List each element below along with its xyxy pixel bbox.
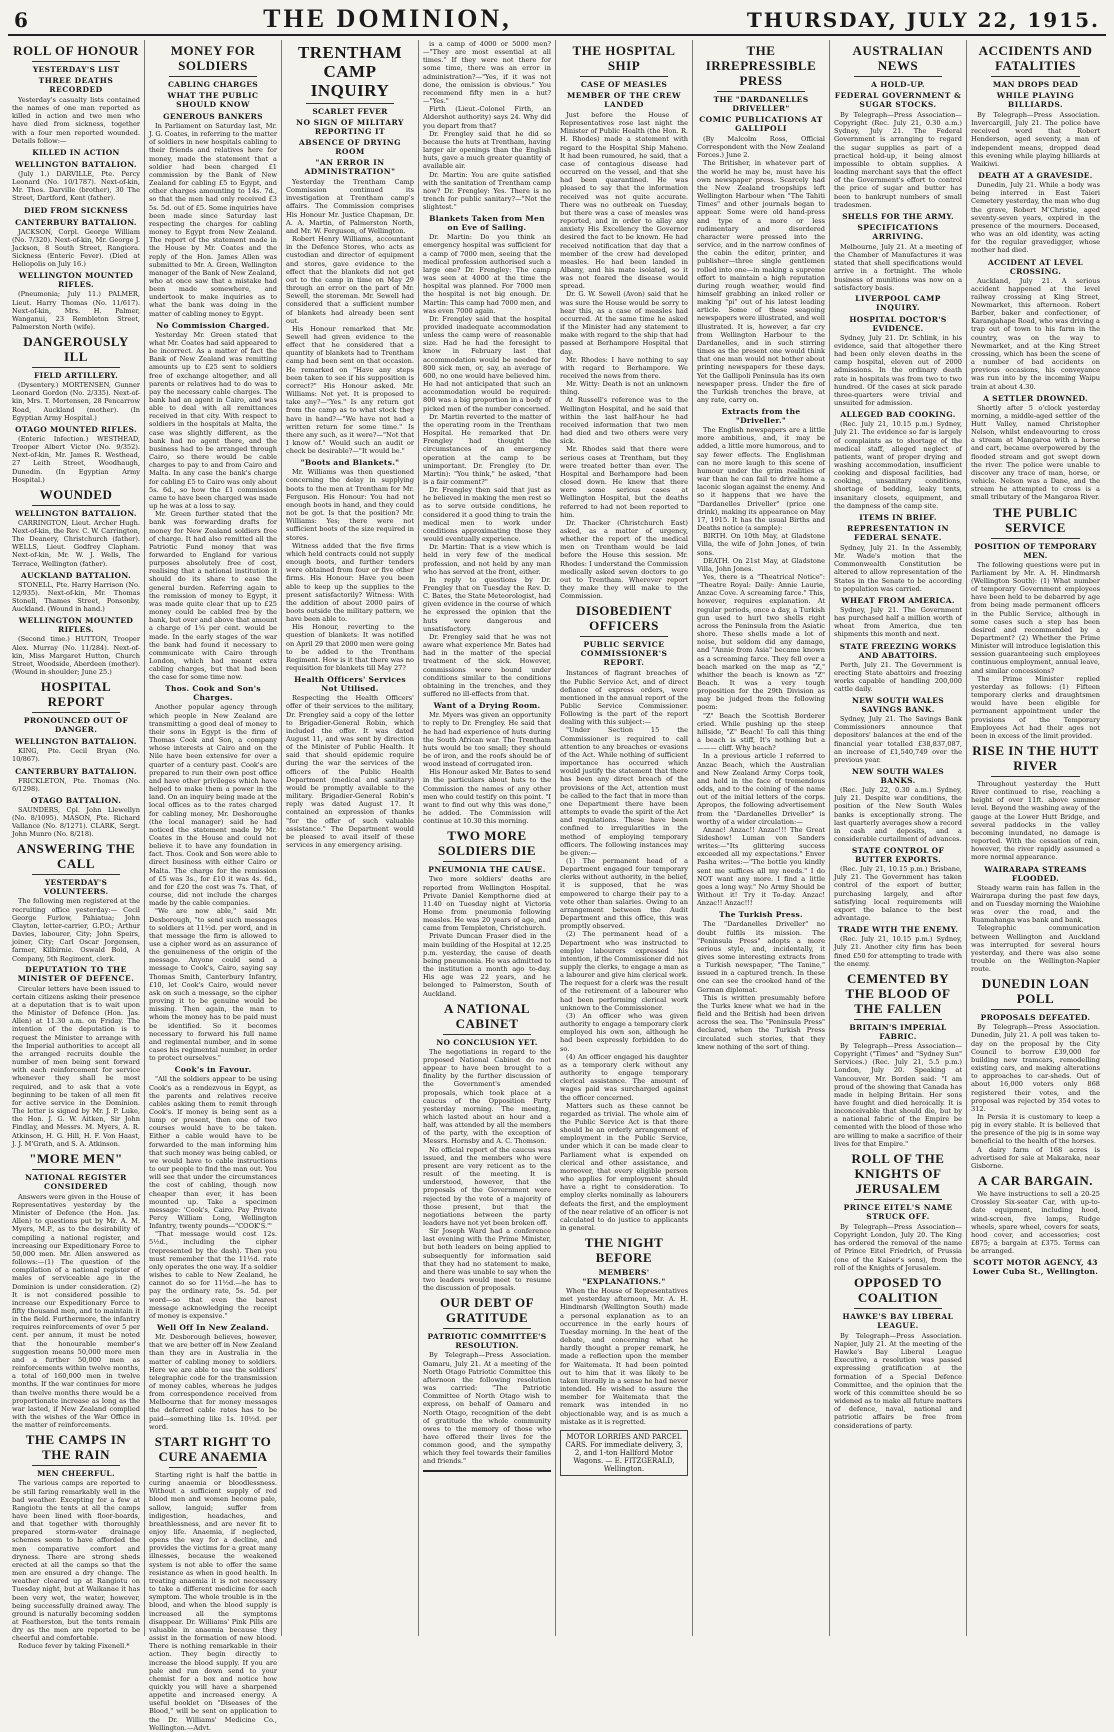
article-headline: THE PUBLIC SERVICE bbox=[993, 504, 1078, 535]
article-paragraph: By Telegraph—Press Association. Oamaru, July 21. At a meeting of the North Otago Patriotic Committee this afternoon the following resolution was carried: "The Patriotic Committee of North Otago wish to express, on behalf of Oamaru and North Otago, recognition of the debt of gratitude the whole community owes to the memory of those who have offered their lives for the common good, and the sympathy which they feel towards their families and friends." bbox=[423, 1351, 551, 1466]
article-headline: TRENTHAM CAMP INQUIRY bbox=[297, 43, 403, 100]
masthead bbox=[8, 4, 1106, 36]
article-paragraph: Dr. Martin: You are quite satisfied with the sanitation of Trentham camp now? Dr. Frengley: Yes. There is no trench for public sanitary?—"Not the slightest." bbox=[423, 170, 551, 212]
headline-rule bbox=[32, 1169, 120, 1170]
article-paragraph: Mr. Green further stated that the bank was forwarding drafts for money for New Zealand soldiers free of charge. It had also remitted all the Patriotic Fund money that was forwarded to England for various purposes absolutely free of cost, realising that a national institution it should do its share to ease the general burden. Referring again to the remission of money to Egypt, it was made quite clear that up to £25 money could be cabled free by the bank, but over and above that amount a charge of 1¼ per cent. would be made. In the early stages of the war the bank had found it necessary to communicate with Cairo through London, which had meant extra cabling charges, but that had been the case for some time now. bbox=[149, 510, 277, 682]
column-7 bbox=[830, 40, 967, 1636]
article-paragraph: "All the soldiers appear to be using Cook's as a rendezvous in Egypt, as the parents and relatives receive cables asking them to remit through Cook's. If money is being sent as a lump or present, then one of two courses would have to be taken. Either a cable would have to be forwarded to the man informing him that such money was being cabled, or we would have to cable instructions to our people to find the man out. You will see that under the circumstances the cost of cabling, though now cheaper than ever, it has been mounted up. Take a specimen message: 'Cook's, Cairo. Pay Private Percy William Long, Wellington Infantry, twenty pounds—"COOK'S."' bbox=[149, 1075, 277, 1231]
headline-rule bbox=[717, 91, 805, 92]
article-paragraph: Respecting the Health Officers' offer of their services to the military, Dr. Frengley said a copy of the letter to Brigadier-General Robin, which included the offer. It was dated August 11, and was sent by direction of the Minister of Public Health. It said that should epidemic require during the war the services of the officers of the Public Health Department (medical and sanitary) would be promptly available to the military. Brigadier-General Robin's reply was dated August 17. It contained an expression of thanks "for the offer of such valuable assistance." The Department would be pleased to avail itself of these services in any emergency arising. bbox=[286, 694, 414, 850]
section-heading: BRITAIN'S IMPERIAL FABRIC. bbox=[849, 1022, 947, 1041]
article-paragraph: (2) The permanent head of a Department who was instructed to employ labourers expressed his intention, if the Commissioner did not supply the clerks, to engage a man as a labourer and give him clerical work. The request for a clerk was the result of the retirement of a labourer who had been performing clerical work unknown to the Commissioner. bbox=[560, 930, 688, 1012]
article-paragraph: "We are now able," said Mr. Desborough, "to send such messages to soldiers at 11½d. per word, and in that message the firm is allowed to use a cipher word as an assurance of the genuineness of the origin of the message. Anyone could send a message to Cook's, Cairo, saying say Thomas Smith, Canterbury Infantry, £10, let Cook's Cairo, would never ask on such a message, so the cipher proving it to be genuine would be missing. Then again, the man to whom the money has to be paid must be identified. So it becomes necessary to forward his full name and regimental number, and in some cases his regimental number, in order to protect ourselves." bbox=[149, 907, 277, 1063]
car-bargain-text: We have instructions to sell a 20-25 Crossley Six-seater Car, with up-to-date equipment, including hood, wind-screen, five lamps, Rudge wheels, spare wheel, covers for seats, hood cover, and accessories; cost £875; a bargain at £375. Terms can be arranged. bbox=[971, 1190, 1100, 1256]
article-paragraph: Reduce fever by taking Fixenell.* bbox=[18, 1642, 130, 1651]
article-paragraph: Two more soldiers' deaths are reported from Wellington Hospital. Private Daniel Kempthorne died at 11.40 on Tuesday night at Victoria Home from pneumonia following measles. He was 20 years of age, and came from Templeton, Christchurch. bbox=[423, 875, 551, 933]
headline-rule bbox=[991, 776, 1080, 777]
article-paragraph: By Telegraph—Press Association—Copyright ("Times" and "Sydney Sun" Services.) (Rec. July 21, 5.5 p.m.) London, July 20. Speaking at Vancouver, Mr. Borden said: "I am proud of the showing that Canada has made in helping Britain. Her sons have fought and died heroically. It is inconceivable that should die, but by a national fabric of the Empire be cemented with the blood of those who are willing to make a sacrifice of their lives for that Empire." bbox=[834, 1041, 962, 1148]
article-paragraph: JACKSON, Corpl. George William (No. 7/320). Next-of-kin, Mr. George J. Jackson, 8 South Street, Rangiora. Sickness (Enteric Fever). (Died at Heliopolis on July 16.) bbox=[12, 227, 140, 269]
section-heading: CANTERBURY BATTALION. bbox=[15, 217, 137, 227]
article-paragraph: Mr. Williams was then questioned concerning the delay in supplying boots to the men at Trentham for Mr. Ferguson. His Honour: You had not enough boots in hand, and they could not be got. Is that the position? Mr. Williams: Yes; there were not sufficient boots of the size required in stores. bbox=[286, 468, 414, 542]
article-paragraph: By Telegraph—Press Association. Invercargill, July 21. The police have received word that Robert Henderson, aged seventy, a man of independent means, dropped dead this evening while playing billiards at Waikiwi. bbox=[971, 111, 1100, 168]
article-paragraph: (Dysentery.) MORTENSEN, Gunner Leonard Gordon (No. 2/335). Next-of-kin, Mrs. T. Mortensen, 28 Pencarrow Road, Auckland (mother). (In Egyptian Army Hospital.) bbox=[12, 381, 140, 422]
section-heading: Well Off In New Zealand. bbox=[156, 1323, 270, 1333]
article-paragraph: By Telegraph—Press Association. Napier, July 21. At the meeting of the Hawke's Bay Liberal League Executive, a resolution was passed expressing gratification at the formation of a Special Defence Committee, and the opinion that the work of this committee should be so widened as to make all future matters of defence, naval, national and patriotic affairs be free from considerations of party. bbox=[834, 1331, 962, 1430]
article-headline: ACCIDENTS AND FATALITIES bbox=[978, 43, 1093, 73]
column-5 bbox=[556, 40, 693, 1636]
headline-rule bbox=[991, 76, 1080, 77]
article-paragraph: By Telegraph—Press Association—Copyright (Rec. July 21, 0.30 a.m.) Sydney, July 21. The Federal Government is arranging to regard the sugar supplies as part of a practical hold-up, it being almost impossible to obtain supplies. A leading merchant says that the effect of the Government's effort to control the price of sugar and butter has been to bankrupt numbers of small tradesmen. bbox=[834, 111, 962, 209]
article-subheadline: THREE DEATHS RECORDED bbox=[38, 76, 114, 94]
article-paragraph: Dunedin, July 21. While a body was being interred in East Taieri Cemetery yesterday, the man who dug the grave, Robert M'Christie, aged seventy-seven years, expired in the presence of the mourners. Deceased, who was an old identity, was acting for the regular gravedigger, whose mother had died. bbox=[971, 181, 1100, 255]
article-headline: WOUNDED bbox=[39, 486, 113, 502]
section-heading: DEATH AT A GRAVESIDE. bbox=[978, 171, 1093, 181]
article-headline: AUSTRALIAN NEWS bbox=[852, 43, 944, 73]
section-heading: YESTERDAY'S VOLUNTEERS. bbox=[43, 878, 109, 897]
article-headline: ANSWERING THE CALL bbox=[16, 841, 136, 872]
article-subheadline: PRINCE EITEL'S NAME STRUCK OFF. bbox=[843, 1202, 953, 1221]
article-paragraph: Yes, there is a "Theatrical Notice": "Theatre Royal: Daily: Annie Laurie, Anzac Cove. A screaming farce." This, however, requires explanation. At regular periods, once a day, a Turkish gun used to hurl two shells right across the Peninsula from the Asiatic shore. These shells made a lot of noise, but seldom did any damage, and "Annie from Asia" became known as a screaming farce. They fell over a beach marked on the map as "Z," whither the beach is known as "Z" Beach. It was a very tough proposition for the 29th Division as may be judged from the following poem: bbox=[697, 572, 825, 712]
article-paragraph: (4) An officer engaged his daughter as a temporary clerk without any authority to engage temporary clerical assistance. The amount of wages paid was surcharged against the officer concerned. bbox=[560, 1052, 688, 1102]
article-paragraph: Sydney, July 21. The Savings Bank Commissioners announce that depositors' balances at the end of the financial year totalled £38,837,087, an increase of £1,540,749 over the previous year. bbox=[834, 715, 962, 764]
article-paragraph: (Rec. July 21, 10.15 p.m.) Brisbane, July 21. The Government has taken control of the export of butter, purchasing largely, and after satisfying local requirements will export the balance to the best advantage. bbox=[834, 865, 962, 923]
section-heading: A HOLD-UP. bbox=[871, 80, 925, 89]
headline-rule bbox=[32, 367, 120, 368]
article-subheadline: HAWKE'S BAY LIBERAL LEAGUE. bbox=[842, 1311, 954, 1330]
article-paragraph: Mr. Myers was given an opportunity to reply to Dr. Frengley. He said that he had had experience of huts during the South African war. The Trentham huts would be too small; they should be of iron, and the roofs should be of wood instead of corrugated iron. bbox=[423, 711, 551, 769]
section-heading: WAIRARAPA STREAMS FLOODED. bbox=[984, 864, 1087, 883]
article-paragraph: (July 1.) DARVILLE, Pte. Percy Leonard (No. 10/1787). Next-of-kin, Mr. Thos. Darville (brother), 30 The Street, Dartford, Kent (father). bbox=[12, 169, 140, 203]
article-subheadline: DEPUTATION TO THE MINISTER OF DEFENCE. bbox=[17, 964, 135, 983]
section-heading: The Turkish Press. bbox=[719, 910, 803, 920]
headline-rule bbox=[32, 505, 120, 506]
article-paragraph: (By Malcolm Ross, Official Correspondent with the New Zealand Forces.) June 2. bbox=[697, 135, 825, 160]
section-heading: MAN DROPS DEAD bbox=[992, 80, 1079, 89]
section-heading: TRADE WITH THE ENEMY. bbox=[837, 925, 959, 935]
article-headline: OUR DEBT OF GRATITUDE bbox=[439, 1295, 535, 1326]
article-paragraph: His Honour remarked that Mr. Sewell had given evidence to the effect that he considered that a quantity of blankets had to Trentham camp had been sent on that occasion. He remarked on "Have any steps been taken to see if his supposition is correct?" His Honour asked. Mr. Williams: Not yet. It is proposed to take any?—"Yes." Is any return got from the camp as to what stock they have in hand?—"We have not had a written return for some time." Is there any such, as it were?—"Not that I know of." Would such an audit or check be desirable?—"It would be." bbox=[286, 324, 414, 456]
night-before-subheadline: MEMBERS' "EXPLANATIONS." bbox=[582, 1268, 666, 1287]
section-heading: A SETTLER DROWNED. bbox=[983, 393, 1088, 403]
headline-rule bbox=[32, 712, 120, 713]
headline-rule bbox=[443, 861, 531, 862]
car-bargain-signature: SCOTT MOTOR AGENCY, 43 Lower Cuba St., Wellington. bbox=[972, 1258, 1099, 1277]
article-paragraph: "That message would cost 12s. 5½d., including the cipher (represented by the dash). Then you must remember that the 11½d. rate only operates the one way. If a soldier wishes to cable to New Zealand, he cannot do so for 11½d.—he has to pay the ordinary rate, 5s. 5d. per word—so that even the barest message acknowledging the receipt of money is expensive." bbox=[149, 1230, 277, 1320]
article-subheadline: FEDERAL GOVERNMENT & SUGAR STOCKS. bbox=[834, 91, 962, 109]
column-2 bbox=[145, 40, 282, 1732]
article-subheadline: WHAT THE PUBLIC SHOULD KNOW bbox=[167, 91, 259, 109]
article-paragraph: is a camp of 4000 or 5000 men?—"They are most essential at all times." If they were not there for some time, there was an error in administration?—"Yes, if it was not done, the omission is obvious." You recommend fifty men in a hut?—"Yes." bbox=[423, 40, 551, 106]
article-paragraph: Sydney, July 21. In the Assembly, Mr. Wade's motion that the Commonwealth Constitution be altered to allow representation of the States in the Senate to be according to population was carried. bbox=[834, 543, 962, 593]
article-headline: OPPOSED TO COALITION bbox=[854, 1274, 942, 1305]
article-paragraph: Just before the House of Representatives rose last night the Minister of Public Health (the Hon. R. H. Rhodes) made a statement with regard to the Hospital Ship Maheno. It had been rumoured, he said, that a case of contagious disease had occurred on the vessel, and that she had been quarantined. He was pleased to say that the information received was not quite accurate. There was no outbreak on Tuesday, but there was a case of measles was reported, and in order to allay any anxiety His Excellency the Governor desired the fact to be known. He had received notification that day that a member of the crew had developed measles. He had been landed in Albany, and his mate isolated, so it was not feared the disease would spread. bbox=[560, 111, 688, 291]
section-heading: CANTERBURY BATTALION. bbox=[15, 766, 137, 776]
article-paragraph: Auckland, July 21. A serious accident happened at the level railway crossing at King Street, Newmarket, this afternoon. Robert Barber, baker and confectioner, of Karangahape Road, who was driving a trap out of town to his farm in the country, was on the way to Newmarket, and at the King Street crossing, which has been the scene of a number of bad accidents on previous occasions, his conveyance was run into by the incoming Waipu train at about 4.30. bbox=[971, 276, 1100, 391]
article-paragraph: His Honour, reverting to the question of blankets: It was notified on April 29 that 2000 men were going to be added to the Trentham Regiment. How is it that there was no requisition for blankets till May 27? bbox=[286, 623, 414, 673]
article-headline: "MORE MEN" bbox=[29, 1150, 123, 1166]
article-paragraph: Mr. Witty: Death is not an unknown thing. bbox=[560, 380, 688, 397]
article-subheadline: PUBLIC SERVICE COMMISSIONER'S REPORT. bbox=[580, 640, 668, 668]
article-subheadline: "AN ERROR IN ADMINISTRATION" bbox=[304, 158, 396, 176]
article-paragraph: BIRTH. On 10th May, at Gladstone Villa, the wife of John Jones, of twin sons. bbox=[697, 532, 825, 557]
section-heading: Extracts from the "Driveller." bbox=[721, 407, 801, 426]
headline-rule bbox=[32, 1465, 120, 1466]
article-paragraph: Dr. Frengley said that he was not aware what experience Mr. Bates had had in the matter of the special treatment of the sick. However, commissions were bound under conditions similar to the conditions obtaining in the trenches, and they suffered no ill-effects from that. bbox=[423, 632, 551, 699]
article-paragraph: KING, Pte. Cecil Bryan (No. 10/867). bbox=[12, 747, 140, 764]
article-paragraph: Starting right is half the battle in curing anaemia or bloodlessness. Without a sufficient supply of red blood men and women become pale, sallow, languid; suffer from indigestion, headaches, and breathlessness, and are never fit to enjoy life. Anaemia, if neglected, opens the way for a decline, and provides the victims for a great many illnesses, because the weakened system is not able to offer the same resistance as when in good health. In treating anaemia it is not necessary to take a different medicine for each symptom. The whole trouble is in the blood, and when the blood supply is increased all the symptoms disappear. Dr. Williams' Pink Pills are valuable in anaemia because they assist in the formation of new blood. There is nothing remarkable in their action. They begin directly to increase the blood supply. If you are pale and run down send to your chemist for a box and notice how quickly you will have a sharpened appetite and increased energy. A useful booklet on "Diseases of the Blood," will be sent on application to the Dr. Williams' Medicine Co., Wellington.—Advt. bbox=[149, 1470, 277, 1732]
headline-rule bbox=[32, 61, 120, 62]
column-grid bbox=[8, 40, 1106, 1732]
motor-lorries-advert: MOTOR LORRIES AND PARCEL CARS. For immediate delivery, 3, 2, and 1-ton Hallford Motor Wagons. — E. FITZGERALD, Wellington. bbox=[560, 1430, 688, 1476]
article-headline: TWO MORE SOLDIERS DIE bbox=[437, 828, 537, 859]
article-paragraph: Dr. Frengley said that he did so because the huts at Trentham, having larger air openings than the English huts, gave a much greater quantity of available air. bbox=[423, 129, 551, 171]
article-paragraph: Dr. Thacker (Christchurch East) asked, as a matter of urgency, whether the report of the medical men on Trentham would be laid before the House this session. Mr. Rhodes: I understand the Commission medically asked seven doctors to go out to Trentham. Wherever report they make they will make to the Commission. bbox=[560, 518, 688, 601]
article-paragraph: FRICKLETON, Pte. Thomas (No. 6/1298). bbox=[12, 776, 140, 793]
article-paragraph: Yesterday the Trentham Camp Commission continued its investigation at Trentham camp's affairs. The Commission comprises His Honour Mr. Justice Chapman, Dr. A. A. Martin, of Palmerston North, and Mr. W. Ferguson, of Wellington. bbox=[286, 178, 414, 235]
article-paragraph: SAUNDERS, Cpl. John Llewellyn (No. 8/1095). MASON, Pte. Richard Vallance (No. 8/1271). CLARK, Sergt. John Munro (No. 8/218). bbox=[12, 805, 140, 839]
article-headline: START RIGHT TO CURE ANAEMIA bbox=[154, 1433, 272, 1464]
section-heading: OTAGO MOUNTED RIFLES. bbox=[15, 424, 137, 434]
section-heading: GENEROUS BANKERS bbox=[163, 112, 263, 121]
headline-rule bbox=[32, 874, 120, 875]
section-heading: ACCIDENT AT LEVEL CROSSING. bbox=[987, 257, 1084, 276]
night-before-headline: THE NIGHT BEFORE bbox=[584, 1235, 664, 1266]
article-headline: ROLL OF HONOUR bbox=[13, 43, 139, 58]
headline-rule bbox=[991, 538, 1080, 539]
article-paragraph: Sir Joseph Ward had a conference last evening with the Prime Minister, but both leaders on being applied to subsequently for information said that they had no statement to make, and there was unable to say when the two leaders would meet to resume the discussion of proposals. bbox=[423, 1227, 551, 1293]
section-heading: Want of a Drying Room. bbox=[433, 701, 541, 711]
section-heading: SCARLET FEVER bbox=[312, 107, 388, 116]
article-paragraph: (3) An officer who was given authority to engage a temporary clerk employed his own son, although he had been expressly forbidden to do so. bbox=[560, 1011, 688, 1053]
article-paragraph: Yesterday's casualty lists contained the names of one man reported as killed in action and two men who have died from sickness, together with a four men reported wounded. Details follow:— bbox=[12, 96, 140, 145]
article-paragraph: Anzac! Anzac!! Anzac!!! The Great Sideshow! Luman von Sanders writes:—"Its glittering success exceeded all my expectations." Enver Pasha writes:—"The bottle you kindly sent me suffices all my needs." I do NOT want any more. I find a little goes a long way." No Army Should be Without it! Try it To-day. Anzac! Anzac!! Anzac!!! bbox=[697, 825, 825, 908]
column-8 bbox=[967, 40, 1104, 1636]
column-1 bbox=[8, 40, 145, 1651]
article-paragraph: Instances of flagrant breaches of the Public Service Act, and of direct defiance of express orders, were mentioned in the annual report of the Public Service Commissioner. Following is the part of the report dealing with this subject:— bbox=[560, 669, 688, 727]
section-heading: No Commission Charged. bbox=[156, 320, 270, 330]
article-paragraph: Dr. Martin: That is a view which is held in very few of the medical profession, and not held by any man who has served at the front, either. bbox=[423, 543, 551, 576]
section-heading: WELLINGTON BATTALION. bbox=[15, 159, 137, 169]
headline-rule bbox=[854, 76, 942, 77]
headline-rule bbox=[580, 636, 668, 637]
article-paragraph: His Honour asked Mr. Bates to send in the particulars about huts to the Commission the names of any other men who could testify on this point. "I want to find out why this was done," he added. The Commission will continue at 10.30 this morning. bbox=[423, 768, 551, 826]
article-paragraph: "Under Section 15 the Commissioner is required to call attention to any breaches or evasions of the Act. While nothing of sufficient importance has occurred which would justify the statement that there has been any direct breach of the provisions of the Act, attention must be called to the fact that in more than one Department there have been attempts to evade the spirit of the Act and regulations. These have been confined to irregularities in the method of employing temporary officers. The following instances may be given:— bbox=[560, 726, 688, 857]
column-3 bbox=[282, 40, 419, 1636]
article-paragraph: Private Duncan Fraser died in the main building of the Hospital at 12.25 p.m. yesterday, the cause of death being pneumonia. He was admitted to the institution a month ago to-day. His age was 22 years, and he belonged to Palmerston, South of Auckland. bbox=[423, 932, 551, 998]
article-paragraph: The negotiations in regard to the proposed National Cabinet do not appear to have been brought to a finality by the further discussion of the Government's amended proposals, which took place at a caucus of the Opposition Party yesterday morning. The meeting, which lasted about an hour and a half, was attended by all the members of the party, with the exception of Messrs. Hornsby and A. C. Thomson. bbox=[423, 1047, 551, 1146]
article-paragraph: (Rec. July 21, 10.15 p.m.) Sydney, July 21. The evidence so far is largely of complaints as to shortage of the medical staff, alleged neglect of patients, want of proper drying and washing accommodation, insufficient cooking and disposal facilities, bad cooking, unsanitary conditions, shortage of bedding, leaky tents, insanitary closets, equipment, and the dampness of the camp site. bbox=[834, 420, 962, 510]
article-paragraph: In a previous article I referred to Anzac Beach, which the Australian and New Zealand Army Corps took, and held in the face of tremendous odds, and to the coining of the name out of the initial letters of the corps. Apropos, the following advertisement from the "Dardanelles Driveller" is worthy of a wider circulation:— bbox=[697, 752, 825, 826]
article-paragraph: This is written presumably before the Turks knew what we had in the field and the British had been driven across the sea. The "Peninsula Press" declared, when the Turkish Press circulated such stories, that they knew nothing of the sort of thing. bbox=[697, 993, 825, 1051]
section-heading: Blankets Taken from Men on Eve of Sailing. bbox=[429, 214, 545, 233]
article-subheadline: SPECIFICATIONS ARRIVING. bbox=[857, 222, 939, 241]
article-headline: THE HOSPITAL SHIP bbox=[572, 43, 676, 73]
article-paragraph: The English newspapers are a little more ambitious, and, it may be added, a little more humorous, and to say fewer effects. The Englishman can no more laugh to this scene of humour under the grim realities of war than he can fail to drive home a laconic slogan against the enemy. And so it happens that we have the "Dardanelles Driveller" (price one drink), making its appearance on May 17, 1915. It has the usual Births and Deaths notice (a sample): bbox=[697, 426, 825, 533]
section-divider bbox=[423, 1470, 551, 1472]
section-heading: WELLINGTON BATTALION. bbox=[15, 508, 137, 518]
article-paragraph: Dr. Martin reverted to the matter of the operating room in the Trentham Hospital. He remarked that Dr. Frengley had thought the circumstances of an emergency operation at the camp to be unimportant. Dr. Frengley (to Dr. Martin): "You think," he asked, "that is a fair comment?" bbox=[423, 412, 551, 486]
issue-date: THURSDAY, JULY 22, 1915. bbox=[746, 8, 1100, 32]
article-paragraph: Sydney, July 21. The Government has purchased half a million worth of wheat from America, due ten shipments this month and next. bbox=[834, 605, 962, 639]
article-paragraph: Telegraphic communication between Wellington and Auckland was interrupted for several hours yesterday, and there was also some trouble on the Wellington-Napier route. bbox=[971, 924, 1100, 974]
article-subheadline: REPRESENTATION IN FEDERAL SENATE. bbox=[846, 523, 950, 542]
headline-rule bbox=[443, 1328, 531, 1329]
article-paragraph: Dr. G. W. Sewell (Avon) said that he was sure the House would be sorry to hear this, as a case of measles had occurred. At the same time he asked if the Minister had any statement to make with regard to the ship that had passed at Berhampore Hospital that day. bbox=[560, 290, 688, 356]
article-paragraph: The "Dardanelles Driveller" no doubt fulfils its mission. The "Peninsula Press" adopts a more serious style, and, incidentally, it gives some interesting extracts from a Turkish newspaper, "The Tanine," issued in a captured trench. In these one can see the crooked hand of the German diplomat. bbox=[697, 920, 825, 994]
article-headline: ROLL OF THE KNIGHTS OF JERUSALEM bbox=[851, 1150, 945, 1196]
article-subheadline: NATIONAL REGISTER CONSIDERED bbox=[25, 1172, 127, 1191]
section-heading: POSITION OF TEMPORARY MEN. bbox=[974, 541, 1097, 560]
article-paragraph: Shortly after 5 o'clock yesterday morning, a middle-aged settler of the Hutt Valley, named Christopher Nelson, whilst endeavouring to cross a stream at Mangaroa with a horse and cart, became overpowered by the flooded stream and got swept down the river. The police were unable to discover any trace of man, horse, or vehicle. Nelson was a Dane, and the stream he attempted to cross is a small tributary of the Mangaroa River. bbox=[971, 403, 1100, 502]
article-paragraph: The following questions were put in Parliament by Mr. A. H. Hindmarsh (Wellington South): (1) What number of temporary Government employees have been held to be debarred by age from being made permanent officers in the Public Service, although in some cases such a step has been desired and recommended by a Department? (2) Whether the Prime Minister will introduce legislation this session guaranteeing such employees continuous employment, annual leave, and similar concessions? bbox=[971, 560, 1100, 675]
headline-rule bbox=[169, 1467, 257, 1468]
article-paragraph: Sydney, July 21. Dr. Schlink, in his evidence, said that altogether there had been only eleven deaths in the camp hospital, eleven out of 2000 admissions. In the ordinary death rate in hospitals was from two to two hundred. Of the cases at sick parade three-quarters were trivial and unsuited for admission. bbox=[834, 333, 962, 408]
page-number: 6 bbox=[14, 8, 28, 32]
article-paragraph: By Telegraph—Press Association—Copyright London, July 20. The King has ordered the removal of the name of Prince Eitel Friedrich, of Prussia (one of the Kaiser's sons), from the roll of the Knights of Jerusalem. bbox=[834, 1222, 962, 1272]
section-heading: PROPOSALS DEFEATED. bbox=[980, 1013, 1091, 1023]
article-paragraph: Matters such as these cannot be regarded as trivial. The whole aim of the Public Service Act is that there should be an orderly arrangement of employment in the Public Service, under which it can be made clear to Parliament what is expended on clerical and other assistance, and moreover, that every eligible person who applies for employment should have a right to consideration. To employ clerks nominally as labourers defeats the first, and the employment of the near relative of an officer is not calculated to do justice to applicants in general. bbox=[560, 1101, 688, 1232]
article-paragraph: Witness added that the five firms which held contracts could not supply enough boots, and further tenders were obtained from four or five other firms. His Honour: Have you been able to keep up the supplies to the present satisfactorily? Witness: With the addition of about 2000 pairs of boots outside the military pattern, we have been able to. bbox=[286, 541, 414, 624]
article-paragraph: Throughout yesterday the Hutt River continued to rise, reaching a height of over 11ft. above summer level. Beyond the washing away of the gauge at the Lower Hutt Bridge, and several paddocks in the valley becoming inundated, no damage is reported. With the cessation of rain, however, the river rapidly assumed a more normal appearance. bbox=[971, 780, 1100, 862]
article-headline: HOSPITAL REPORT bbox=[40, 679, 112, 710]
article-headline: A NATIONAL CABINET bbox=[443, 1000, 531, 1031]
article-headline: DANGEROUSLY ILL bbox=[23, 334, 129, 365]
article-paragraph: Another popular agency through which people in New Zealand are transmitting a good deal of money to their sons in Egypt is the firm of Thomas Cook and Son, a company whose interests at Cairo and on the Nile have been extensive for over a quarter of a century past. Cook's are prepared to run their own post office and have other privileges which have helped to make them a power in the land. On an inquiry being made at the local offices as to the rates charged for cabling money, Mr. Deshoroughe (the local manager) said he had noticed the statement made by Mr. Coates in the House and could not believe it to have any foundation in fact. Thos. Cook and Son were able to direct business with either Cairo or Malta. The charge for the remission of £5 was 3s., for £10 it was 4s. 6d., and for £20 the cost was 7s. That, of course, did not include the charges made by the cable companies. bbox=[149, 703, 277, 908]
section-heading: "Boots and Blankets." bbox=[300, 458, 400, 468]
headline-rule bbox=[443, 1034, 531, 1035]
article-paragraph: (Rec. July 22, 0.30 a.m.) Sydney, July 21. Despite war conditions, the position of the New South Wales banks is exceptionally strong. The last quarterly averages show a record in cash and deposits, and a considerable curtailment of advances. bbox=[834, 786, 962, 843]
article-paragraph: (Enteric Infection.) WESTHEAD, Trooper Albert Victor (No. 9/352). Next-of-kin, Mr. James R. Westhead, 27 Leith Street, Woodhaugh, Dunedin. (In Egyptian Army Hospital.) bbox=[12, 434, 140, 484]
article-paragraph: Robert Henry Williams, accountant in the Defence Stores, who acts as custodian and director of equipment and stores, gave evidence to the effect that the blankets did not get out to the camp in time on May 29 through an error on the part of Mr. Sewell, the storeman. Mr. Sewell had considered that a sufficient number of blankets had already been sent out. bbox=[286, 235, 414, 325]
headline-rule bbox=[580, 76, 668, 77]
headline-rule bbox=[854, 1308, 942, 1309]
article-paragraph: A dairy farm of 168 acres is advertised for sale at Makaraka, near Gisborne. bbox=[971, 1145, 1100, 1170]
article-headline: RISE IN THE HUTT RIVER bbox=[972, 743, 1099, 773]
article-paragraph: Steady warm rain has fallen in the Wairarapa during the past few days, and on Tuesday morning the Waiohine was over the road, and the Ruamahanga was bank and bank. bbox=[971, 883, 1100, 925]
article-paragraph: The following men registered at the recruiting office yesterday:— Cecil George Furlow, Pahiatua; John Clayton, letter-carrier, G.P.O.; Arthur Davies, labourer, City; John Speirs, joiner, City; Carl Oscar Jorgensen, farmer, Kilbirnie. Oswald Bold, A Company, 5th Regiment, clerk. bbox=[12, 897, 140, 963]
section-heading: NO CONCLUSION YET. bbox=[436, 1037, 538, 1047]
section-heading: PRONOUNCED OUT OF DANGER. bbox=[23, 716, 129, 735]
section-heading: AUCKLAND BATTALION. bbox=[21, 570, 131, 580]
column-4 bbox=[419, 40, 556, 1636]
article-paragraph: Firth (Lieut.-Colonel Firth, an Aldershot authority) says 24. Why did you depart from that? bbox=[423, 105, 551, 130]
section-heading: NEW SOUTH WALES BANKS. bbox=[851, 767, 945, 786]
section-heading: KILLED IN ACTION bbox=[32, 147, 120, 157]
section-heading: SHELLS FOR THE ARMY. bbox=[842, 211, 954, 221]
section-heading: OTAGO BATTALION. bbox=[30, 795, 122, 805]
section-heading: STATE FREEZING WORKS AND ABATTOIRS. bbox=[839, 641, 957, 660]
headline-rule bbox=[306, 103, 394, 104]
section-heading: NEW SOUTH WALES SAVINGS BANK. bbox=[851, 696, 945, 715]
section-heading: WELLINGTON MOUNTED RIFLES. bbox=[18, 616, 134, 635]
article-paragraph: Melbourne, July 21. At a meeting of the Chamber of Manufactures it was stated that shell specifications would arrive in a fortnight. The whole business of munitions was now on a satisfactory basis. bbox=[834, 242, 962, 292]
article-paragraph: "Z" Beach the Scottish Borderer cried. While pushing up the steep hillside, "Z" Beach! To call this thing a beach is stiff, It's nothing but a ——— cliff. Why beach? bbox=[697, 711, 825, 753]
article-paragraph: No official report of the caucus was issued, and the members who were present are very reticent as to the result of the meeting. It is understood, however, that the proposals of the Government were rejected by the vote of a majority of those present, but that the negotiations between the party leaders have not yet been broken off. bbox=[423, 1145, 551, 1227]
article-paragraph: In Persia it is customary to keep a pig in every stable. It is believed that the presence of the pig is in some way beneficial to the health of the horses. bbox=[971, 1113, 1100, 1146]
newspaper-name: THE DOMINION, bbox=[263, 4, 512, 33]
headline-rule bbox=[991, 1009, 1080, 1010]
article-paragraph: DEATH. On 21st May, at Gladstone Villa, John Jones. bbox=[697, 556, 825, 573]
section-heading: Health Officers' Services Not Utilised. bbox=[294, 675, 406, 694]
article-paragraph: (1) The permanent head of a Department engaged four temporary clerks without authority, in the belief, it is supposed, that he was empowered to charge their pay to a vote other than salaries. Owing to an arrangement between the Audit Department and this office, this was promptly observed. bbox=[560, 856, 688, 931]
article-subheadline: MEMBER OF THE CREW LANDED bbox=[566, 91, 682, 109]
article-paragraph: At Russell's reference was to the Wellington Hospital, and he said that within the last half-hour he had received information that two men had died and two others were very sick. bbox=[560, 396, 688, 446]
section-heading: Cook's in Favour. bbox=[174, 1065, 252, 1075]
article-subheadline: NO SIGN OF MILITARY REPORTING IT bbox=[296, 118, 404, 136]
section-heading: WHEAT FROM AMERICA. bbox=[841, 595, 955, 605]
article-paragraph: Dr. Martin: Do you think an emergency hospital was sufficient for a camp of 7000 men, seeing that the medical profession authorised such a large one? Dr. Frengley: The camp was seen at 4000 at the time the hospital was planned. For 7000 men the hospital is not big enough. Dr. Martin: This camp had 7000 men, and was even 7000 again. bbox=[423, 233, 551, 315]
section-heading: HOSPITAL DOCTOR'S EVIDENCE. bbox=[849, 314, 947, 333]
headline-rule bbox=[854, 1199, 942, 1200]
article-headline: THE CAMPS IN THE RAIN bbox=[25, 1432, 127, 1463]
section-heading: DIED FROM SICKNESS bbox=[24, 205, 128, 215]
car-bargain-headline: A CAR BARGAIN. bbox=[978, 1173, 1093, 1189]
article-paragraph: In Parliament on Saturday last, Mr. J. G. Coates, in referring to the matter of soldiers in new hospitals cabling to their friends and relatives here for money, made the statement that a soldier had been charged £1 commission by the Bank of New Zealand for cabling £5 to Egypt, and other charges amounting to 14s. 7d., so that the men had only received £3 5s. 5d. out of £5. Some inquiries have been made since Saturday last respecting the charges for cabling money to Egypt from New Zealand. The report of the statement made in the House by Mr. Coates and the reply of the Hon. James Allen was submitted to Mr. A. Green, Wellington manager of the Bank of New Zealand, who at once saw that a mistake had been made somewhere, and undertook to make inquiries as to what the bank was doing in the matter of cabling money to Egypt. bbox=[149, 122, 277, 318]
section-heading: CASE OF MEASLES bbox=[580, 80, 668, 89]
article-paragraph: Mr. Rhodes said that there were serious cases at Trentham, but they were treated better than ever. The Hospital and Berhampore had been closed down. He knew that there were some serious cases at Wellington Hospital, but the deaths referred to had not been reported to him. bbox=[560, 445, 688, 519]
article-paragraph: (Pneumonia; July 11.) PALMER, Lieut. Harry Thomas (No. 11/617). Next-of-kin, Mrs. H. Palmer, Wanganui, 23 Rembleton Street, Palmerston North (wife). bbox=[12, 290, 140, 331]
section-heading: Thos. Cook and Son's Charges. bbox=[165, 684, 261, 703]
article-headline: DISOBEDIENT OFFICERS bbox=[576, 603, 672, 634]
headline-rule bbox=[854, 1019, 942, 1020]
article-headline: DUNEDIN LOAN POLL bbox=[981, 976, 1090, 1007]
section-heading: YESTERDAY'S LIST bbox=[32, 65, 120, 74]
night-before-text: When the House of Representatives met yesterday afternoon, Mr. A. H. Hindmarsh (Wellington South) made a personal explanation as to an occurrence in the early hours of Tuesday morning. In the heat of the debate, and concerning what he hardly thought a proper remark, he made a reflection upon the member for Waitemata. It had been pointed out to him that it was likely to be taken literally in a sense he had never intended. He wished to assure the member for Waitemata that the remark was intended in no objectionable way, and is as much a mistake as it is regretted. bbox=[560, 1287, 688, 1426]
column-6 bbox=[693, 40, 830, 1636]
section-heading: WELLINGTON MOUNTED RIFLES. bbox=[18, 271, 134, 290]
article-paragraph: Dr. Frengley then said that just as he believed in making the men rest so as to serve outside conditions, he considered it a good thing to train the medical men to work under conditions approximating those they would eventually experience. bbox=[423, 486, 551, 544]
section-heading: STATE CONTROL OF BUTTER EXPORTS. bbox=[851, 846, 945, 865]
section-heading: ALLEGED BAD COOKING. bbox=[840, 410, 956, 420]
article-headline: MONEY FOR SOLDIERS bbox=[170, 43, 256, 73]
article-paragraph: CARRINGTON, Lieut. Archer Hugh. Next-of-kin, the Rev. C. W. Carrington, The Deanery, Christchurch (father). WELLS, Lieut. Godfrey Clapham. Next-of-kin, Mr. W. J. Wells, The Terrace, Wellington (father). bbox=[12, 518, 140, 568]
article-paragraph: Yesterday Mr. Green stated that what Mr. Coates had said appeared to be incorrect. As a matter of fact the Bank of New Zealand was remitting amounts up to £25 sent to soldiers free of exchange altogether, and all parents or relatives had to do was to pay the necessary cable charges. The bank had an agent in Cairo, and was able to deal with all remittances received in that city. With respect to soldiers in the hospitals at Malta, the case was slightly different, as the bank had no agent there, and the business had to be arranged through Cairo, so there would be cable charges to pay to and from Cairo and Malta. In any case the bank's charge for cabling £5 to Cairo was only about 5s. 6d., so how the £1 commission came to have been charged was made up he was at a loss to say. bbox=[149, 330, 278, 511]
article-paragraph: Circular letters have been issued to certain citizens asking their presence at a deputation that is to wait upon the Minister of Defence (Hon. Jas. Allen) at 11.30 a.m. on Friday. The intention of the deputation is to request the Minister to arrange with the Imperial authorities to accept all the arranged recruits double the number of men being sent forward with each reinforcement for service whenever they shall be most required, and to ask that a vote beginning to be taken of all men fit for active service in the Dominion. The letter is signed by Mr. J. P. Luke, the Hon. J. G. W. Aitken, Sir John Findlay, and Messrs. M. Myers, A. R. Atkinson, H. G. Hill, H. F. Von Haast, J. J. M'Grath, and S. A. Atkinson. bbox=[12, 984, 140, 1148]
article-paragraph: Perth, July 21. The Government is erecting State abattoirs and freezing works capable of handling 200,000 cattle daily. bbox=[834, 660, 962, 693]
article-paragraph: Dr. Frengley said that the hospital provided inadequate accommodation unless the camp were of reasonable size. Had he had the foresight to know in February last that accommodation would be needed for 800 sick men, or, say, an average of 600, no one would have believed him. He had not anticipated that such an accommodation would be required: 800 was a big proportion in a body of picked men of the number concerned. bbox=[423, 314, 551, 413]
article-paragraph: Answers were given in the House of Representatives yesterday by the Minister of Defence (the Hon. Jas. Allen) to questions put by Mr. A. M. Myers, M.P., as to the desirability of compiling a national register, and increasing our Expeditionary Force to 50,000 men. Mr. Allen answered as follows:—(1) The question of the compilation of a national register of males of serviceable age in the Dominion is under consideration. (2) It is not considered possible to increase our Expeditionary Force to fifty thousand men, and to maintain it in the field. Furthermore, the infantry requires reinforcements of over 5 per cent. per annum, it must be noted that the honourable member's suggestion means 50,000 more men and a further 50,000 men as reinforcements within twelve months, a total of 160,000 men in twelve months. If the war continues for more than twelve months there would be a proportionate increase as long as the war lasted, if New Zealand complied with the wishes of the War Office in the matter of reinforcements. bbox=[12, 1192, 140, 1430]
article-paragraph: (Second time.) HUTTON, Trooper Alex. Murray (No. 11/284). Next-of-kin, Miss Margaret Hutton, Church Street, Woodside, Aberdeen (mother). (Wound in shoulder; June 25.) bbox=[12, 635, 140, 677]
section-heading: PATRIOTIC COMMITTEE'S RESOLUTION. bbox=[427, 1332, 547, 1351]
section-heading: PNEUMONIA THE CAUSE. bbox=[428, 865, 546, 875]
section-heading: WELLINGTON BATTALION. bbox=[15, 737, 137, 747]
section-heading: ITEMS IN BRIEF. bbox=[859, 512, 937, 522]
article-paragraph: STONELL, Pte. Harry Harrison (No. 12/935). Next-of-kin, Mr. Thomas Stonell, Thames Street, Ponsonby, Auckland. (Wound in hand.) bbox=[12, 580, 140, 614]
section-heading: CABLING CHARGES bbox=[168, 80, 258, 89]
article-subheadline: LIVERPOOL CAMP INQUIRY. bbox=[855, 293, 941, 312]
section-heading: FIELD ARTILLERY. bbox=[33, 371, 118, 381]
section-heading: THE "DARDANELLES DRIVELLER" bbox=[713, 95, 809, 113]
article-headline: THE IRREPRESSIBLE PRESS bbox=[705, 43, 817, 88]
article-paragraph: Mr. Rhodes: I have nothing to say with regard to Berhampore. We received the news from there. bbox=[560, 355, 688, 380]
article-subheadline: WHILE PLAYING BILLIARDS. bbox=[996, 91, 1075, 109]
article-paragraph: The Prime Minister replied yesterday as follows: (1) Fifteen temporary clerks and draughtsmen would have been eligible for permanent appointment under the provisions of the Temporary Employees Act had their ages not been in excess of the limit provided. bbox=[971, 674, 1100, 740]
headline-rule bbox=[169, 76, 257, 77]
article-paragraph: (Rec. July 21, 10.15 p.m.) Sydney, July 21. Another city firm has been fined £50 for attempting to trade with the enemy. bbox=[834, 935, 962, 968]
article-paragraph: The Britisher, in whatever part of the world he may be, must have his own newspaper press. Scarcely had the New Zealand troopships left Wellington Harbour when "The Tahiti Times" and other journals began to appear. Some were old hand-press and type of a more or less rudimentary and disordered character were pressed into the service, and in the narrow confines of the cabin the editor, printer, and publisher—three single gentlemen rolled into one—in making a supreme effort to maintain a high reputation during rough weather, would find himself grabbing an inked roller or making "pi" out of his latest leading article. Some of these seagoing newspapers were illustrated, and well illustrated. It is, however, a far cry from Wellington Harbour to the Dardanelles, and in such stirring times as the present one would think that one man would not bother about printing newspapers for these days. Yet the Gallipoli Peninsula has its own newspaper press. Under the fire of the Turkish trenches the brave, at any rate, carry on. bbox=[697, 159, 825, 404]
article-paragraph: The various camps are reported to be still faring remarkably well in the bad weather. Excepting for a few at Rangiotu the tents at all the camps have been lined with floor-boards, and that together with thoroughly prepared storm-water drainage schemes seem to have afforded the men comparative comfort and dryness. There are strong sheds erected at all the camps so that the men are ensured a dry change. The weather cleared up at Rangiotu on Tuesday night, but at Waikanae it has been very wet, the water, however, being successfully drained away. The ground is naturally becoming sodden at Featherston, but the tents remain dry as the men are reported to be cheerful and comfortable. bbox=[12, 1479, 140, 1643]
article-paragraph: Mr. Desborough believes, however, that we are better off in New Zealand than they are in Australia in the matter of cabling money to soldiers. Here we are able to use the soldiers' telegraphic code for the transmission of money cables, whereas he judges from correspondence received from Melbourne that for money messages the deferred cable rates has to be paid—something like 1s. 10½d. per word. bbox=[149, 1333, 277, 1431]
article-headline: CEMENTED BY THE BLOOD OF THE FALLEN bbox=[845, 970, 951, 1016]
section-heading: MEN CHEERFUL. bbox=[37, 1469, 115, 1479]
article-subheadline: COMIC PUBLICATIONS AT GALLIPOLI bbox=[699, 115, 823, 133]
article-subheadline: ABSENCE OF DRYING ROOM bbox=[298, 138, 402, 156]
article-paragraph: In reply to questions by Dr. Frengley that on Tuesday the Rev. D. C. Bates, the State Meteorologist, had given evidence in the course of which he expressed the opinion that the huts were dangerous and unsatisfactory. bbox=[423, 575, 551, 633]
article-paragraph: By Telegraph—Press Association. Dunedin, July 21. A poll was taken to-day on the proposal by the City Council to borrow £39,000 for building new tramcars, remodelling existing cars, and making alterations to approaches to car-sheds. Out of about 16,000 voters only 868 registered their votes, and the proposal was rejected by 354 votes to 312. bbox=[971, 1023, 1100, 1113]
